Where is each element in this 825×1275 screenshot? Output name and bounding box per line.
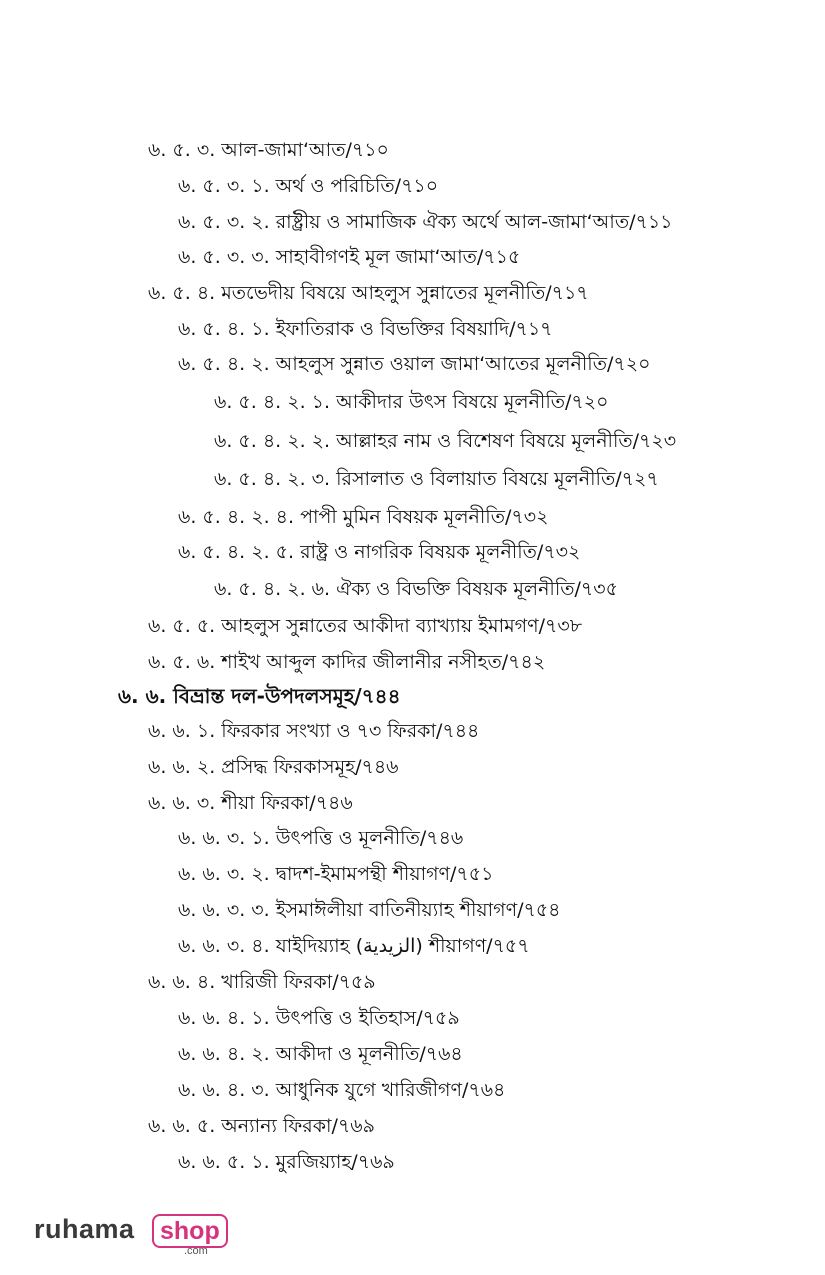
toc-entry-6-6-3-2: ৬. ৬. ৩. ২. দ্বাদশ-ইমামপন্থী শীয়াগণ/৭৫১	[178, 863, 494, 885]
toc-entry-6-6-4-2: ৬. ৬. ৪. ২. আকীদা ও মূলনীতি/৭৬৪	[178, 1043, 463, 1065]
toc-entry-6-5-4: ৬. ৫. ৪. মতভেদীয় বিষয়ে আহলুস সুন্নাতের মূলনীতি/৭১৭	[148, 282, 589, 304]
toc-entry-6-6-3-4	[178, 934, 530, 958]
toc-entry-text-after: ) শীয়াগণ/৭৫৭	[415, 935, 530, 957]
toc-entry-6-5-5: ৬. ৫. ৫. আহলুস সুন্নাতের আকীদা ব্যাখ্যায় ইমামগণ/৭৩৮	[148, 615, 583, 637]
toc-entry-6-6-3-1: ৬. ৬. ৩. ১. উৎপত্তি ও মূলনীতি/৭৪৬	[178, 827, 464, 849]
toc-entry-6-5-4-1: ৬. ৫. ৪. ১. ইফাতিরাক ও বিভক্তির বিষয়াদি/৭১৭	[178, 318, 553, 340]
arabic-term: الزيدية	[363, 935, 416, 957]
ruhamashop-logo	[34, 1214, 224, 1258]
logo-brand-text: ruhama	[34, 1214, 135, 1244]
toc-entry-6-5-3-2: ৬. ৫. ৩. ২. রাষ্ট্রীয় ও সামাজিক ঐক্য অর্থে আল-জামা‘আত/৭১১	[178, 211, 673, 233]
toc-entry-6-5-4-2-4: ৬. ৫. ৪. ২. ৪. পাপী মুমিন বিষয়ক মূলনীতি/৭৩২	[178, 506, 549, 528]
toc-entry-6-6-4: ৬. ৬. ৪. খারিজী ফিরকা/৭৫৯	[148, 971, 376, 993]
logo-domain-text: .com	[184, 1245, 208, 1257]
toc-entry-6-5-4-2-5: ৬. ৫. ৪. ২. ৫. রাষ্ট্র ও নাগরিক বিষয়ক মূলনীতি/৭৩২	[178, 541, 581, 563]
toc-entry-6-6-2: ৬. ৬. ২. প্রসিদ্ধ ফিরকাসমূহ/৭৪৬	[148, 756, 399, 778]
toc-section-6-6: ৬. ৬. বিভ্রান্ত দল-উপদলসমূহ/৭৪৪	[118, 684, 401, 708]
toc-entry-6-5-3: ৬. ৫. ৩. আল-জামা‘আত/৭১০	[148, 139, 389, 161]
toc-entry-6-5-4-2: ৬. ৫. ৪. ২. আহলুস সুন্নাত ওয়াল জামা‘আতের মূলনীতি/৭২০	[178, 353, 651, 375]
toc-entry-6-5-4-2-6: ৬. ৫. ৪. ২. ৬. ঐক্য ও বিভক্তি বিষয়ক মূলনীতি/৭৩৫	[214, 578, 618, 600]
toc-entry-6-6-1: ৬. ৬. ১. ফিরকার সংখ্যা ও ৭৩ ফিরকা/৭৪৪	[148, 720, 480, 742]
toc-entry-6-5-4-2-1: ৬. ৫. ৪. ২. ১. আকীদার উৎস বিষয়ে মূলনীতি/৭২০	[214, 391, 609, 413]
toc-entry-6-5-6: ৬. ৫. ৬. শাইখ আব্দুল কাদির জীলানীর নসীহত/৭৪২	[148, 651, 546, 673]
toc-entry-6-5-3-3: ৬. ৫. ৩. ৩. সাহাবীগণই মূল জামা‘আত/৭১৫	[178, 246, 521, 268]
toc-entry-6-6-5: ৬. ৬. ৫. অন্যান্য ফিরকা/৭৬৯	[148, 1115, 375, 1137]
toc-entry-6-6-4-3: ৬. ৬. ৪. ৩. আধুনিক যুগে খারিজীগণ/৭৬৪	[178, 1079, 506, 1101]
toc-entry-6-6-3-3: ৬. ৬. ৩. ৩. ইসমাঈলীয়া বাতিনীয়্যাহ শীয়াগণ/৭৫৪	[178, 899, 561, 921]
toc-entry-6-5-4-2-2: ৬. ৫. ৪. ২. ২. আল্লাহর নাম ও বিশেষণ বিষয়ে মূলনীতি/৭২৩	[214, 430, 677, 452]
toc-entry-6-6-4-1: ৬. ৬. ৪. ১. উৎপত্তি ও ইতিহাস/৭৫৯	[178, 1007, 460, 1029]
toc-entry-6-6-3: ৬. ৬. ৩. শীয়া ফিরকা/৭৪৬	[148, 792, 353, 814]
toc-entry-6-5-4-2-3: ৬. ৫. ৪. ২. ৩. রিসালাত ও বিলায়াত বিষয়ে মূলনীতি/৭২৭	[214, 468, 659, 490]
toc-entry-6-5-3-1: ৬. ৫. ৩. ১. অর্থ ও পরিচিতি/৭১০	[178, 175, 439, 197]
logo-shop-badge: shop	[152, 1214, 228, 1248]
toc-entry-text-before: ৬. ৬. ৩. ৪. যাইদিয়্যাহ (	[178, 935, 364, 957]
toc-entry-6-6-5-1: ৬. ৬. ৫. ১. মুরজিয়্যাহ/৭৬৯	[178, 1151, 395, 1173]
